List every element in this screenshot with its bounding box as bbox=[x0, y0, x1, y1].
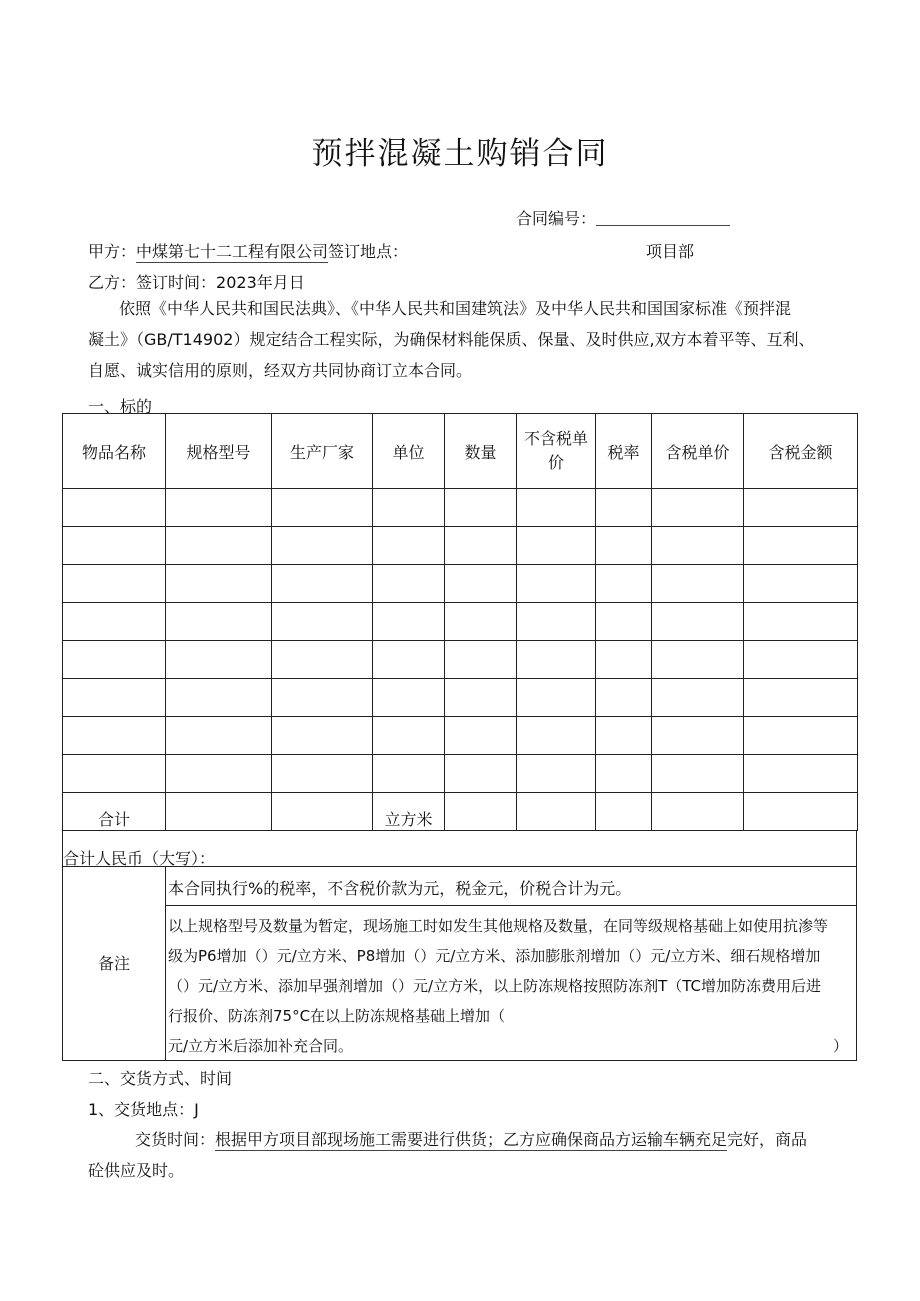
delivery-time-line-2: 砼供应及时。 bbox=[88, 1161, 185, 1180]
table-cell bbox=[652, 717, 744, 755]
table-cell bbox=[63, 679, 166, 717]
table-cell bbox=[652, 755, 744, 793]
sign-time-label: 签订时间： bbox=[136, 273, 217, 292]
table-cell bbox=[517, 679, 596, 717]
total-label: 合计 bbox=[63, 793, 166, 831]
table-cell bbox=[373, 717, 445, 755]
table-row bbox=[63, 641, 858, 679]
table-cell bbox=[652, 603, 744, 641]
table-cell bbox=[272, 641, 373, 679]
contract-number-label: 合同编号： bbox=[516, 209, 597, 228]
delivery-time-underlined: 根据甲方项目部现场施工需要进行供货；乙方应确保商品方运输车辆充足 bbox=[215, 1127, 727, 1151]
table-cell bbox=[744, 565, 858, 603]
notes-line-text: 行报价、防冻剂75°C在以上防冻规格基础上增加（ bbox=[168, 1007, 506, 1025]
table-cell bbox=[445, 755, 517, 793]
table-cell bbox=[744, 717, 858, 755]
table-row bbox=[63, 717, 858, 755]
section-1-heading: 一、标的 bbox=[88, 397, 153, 416]
table-cell bbox=[63, 755, 166, 793]
notes-line: 级为P6增加（）元/立方米、P8增加（）元/立方米、添加膨胀剂增加（）元/立方米、细石规格增加 bbox=[168, 947, 821, 965]
table-cell bbox=[445, 603, 517, 641]
sign-place-value: 项目部 bbox=[646, 242, 695, 261]
table-cell bbox=[596, 489, 652, 527]
table-cell bbox=[166, 527, 272, 565]
notes-line: 以上规格型号及数量为暂定，现场施工时如发生其他规格及数量，在同等级规格基础上如使用抗渗等 bbox=[168, 917, 829, 935]
party-b-label: 乙方： bbox=[88, 273, 137, 292]
table-cell bbox=[445, 641, 517, 679]
table-header-row bbox=[63, 414, 858, 489]
table-cell bbox=[744, 603, 858, 641]
notes-line: 元/立方米后添加补充合同。 bbox=[168, 1037, 354, 1055]
table-cell bbox=[166, 489, 272, 527]
table-cell bbox=[373, 603, 445, 641]
table-cell bbox=[744, 489, 858, 527]
delivery-place: 1、交货地点：J bbox=[88, 1100, 199, 1119]
table-cell bbox=[166, 755, 272, 793]
table-cell bbox=[517, 489, 596, 527]
table-cell bbox=[596, 679, 652, 717]
table-cell bbox=[445, 717, 517, 755]
party-a-label: 甲方： bbox=[88, 242, 137, 261]
rmb-total-row bbox=[62, 830, 857, 867]
table-cell bbox=[596, 717, 652, 755]
table-cell bbox=[63, 489, 166, 527]
table-cell bbox=[63, 641, 166, 679]
table-cell bbox=[517, 755, 596, 793]
table-cell bbox=[272, 565, 373, 603]
header-cell: 不含税单价 bbox=[517, 414, 596, 489]
table-cell bbox=[744, 793, 858, 831]
table-cell bbox=[445, 527, 517, 565]
table-cell bbox=[744, 755, 858, 793]
table-row bbox=[63, 527, 858, 565]
table-cell bbox=[445, 679, 517, 717]
contract-number-row bbox=[516, 206, 730, 229]
table-cell bbox=[744, 679, 858, 717]
table-cell bbox=[445, 793, 517, 831]
table-row bbox=[63, 679, 858, 717]
table-cell bbox=[517, 565, 596, 603]
table-cell bbox=[596, 755, 652, 793]
table-cell bbox=[596, 793, 652, 831]
table-cell bbox=[596, 603, 652, 641]
table-cell bbox=[517, 717, 596, 755]
total-unit: 立方米 bbox=[373, 793, 445, 831]
header-cell: 数量 bbox=[445, 414, 517, 489]
table-cell bbox=[517, 603, 596, 641]
table-cell bbox=[63, 565, 166, 603]
table-cell bbox=[373, 489, 445, 527]
notes-block bbox=[62, 867, 857, 1061]
section-2-heading: 二、交货方式、时间 bbox=[88, 1069, 233, 1088]
table-cell bbox=[596, 527, 652, 565]
table-cell bbox=[166, 717, 272, 755]
table-cell bbox=[63, 527, 166, 565]
table-cell bbox=[517, 527, 596, 565]
table-cell bbox=[166, 565, 272, 603]
table-cell bbox=[166, 793, 272, 831]
table-cell bbox=[373, 527, 445, 565]
table-cell bbox=[166, 641, 272, 679]
table-cell bbox=[596, 641, 652, 679]
delivery-time-rest: 完好，商品 bbox=[727, 1130, 808, 1149]
intro-line-3: 自愿、诚实信用的原则，经双方共同协商订立本合同。 bbox=[88, 361, 473, 380]
table-cell bbox=[272, 717, 373, 755]
party-a-name: 中煤第七十二工程有限公司 bbox=[136, 239, 328, 263]
header-cell: 单位 bbox=[373, 414, 445, 489]
table-cell bbox=[272, 679, 373, 717]
table-cell bbox=[166, 603, 272, 641]
table-cell bbox=[272, 755, 373, 793]
header-cell: 生产厂家 bbox=[272, 414, 373, 489]
header-cell: 物品名称 bbox=[63, 414, 166, 489]
page-title: 预拌混凝土购销合同 bbox=[311, 136, 609, 172]
sign-place-label: 签订地点： bbox=[328, 242, 409, 261]
notes-text bbox=[168, 911, 854, 1061]
table-cell bbox=[272, 793, 373, 831]
sign-time-value: 2023年月日 bbox=[216, 273, 305, 292]
table-row bbox=[63, 603, 858, 641]
rmb-total-label: 合计人民币（大写）： bbox=[63, 849, 216, 868]
table-cell bbox=[373, 755, 445, 793]
table-cell bbox=[652, 793, 744, 831]
table-cell bbox=[445, 489, 517, 527]
table-cell bbox=[445, 565, 517, 603]
table-cell bbox=[652, 641, 744, 679]
table-cell bbox=[596, 565, 652, 603]
notes-label: 备注 bbox=[63, 867, 166, 1060]
table-row bbox=[63, 489, 858, 527]
intro-paragraph bbox=[88, 293, 815, 386]
header-cell: 税率 bbox=[596, 414, 652, 489]
intro-line-1: 依照《中华人民共和国民法典》、《中华人民共和国建筑法》及中华人民共和国国家标准《预拌混 bbox=[119, 299, 792, 318]
table-total-row bbox=[63, 793, 858, 831]
intro-line-2: 凝土》（GB/T14902）规定结合工程实际，为确保材料能保质、保量、及时供应,双方本着平等、互利、 bbox=[88, 330, 815, 349]
table-cell bbox=[652, 489, 744, 527]
table-cell bbox=[517, 793, 596, 831]
table-cell bbox=[166, 679, 272, 717]
table-cell bbox=[744, 527, 858, 565]
party-b-row bbox=[88, 270, 305, 293]
table-cell bbox=[272, 527, 373, 565]
table-cell bbox=[744, 641, 858, 679]
table-cell bbox=[63, 717, 166, 755]
notes-line: （）元/立方米、添加早强剂增加（）元/立方米，以上防冻规格按照防冻剂T（TC增加防冻费用后进 bbox=[168, 977, 822, 995]
table-cell bbox=[517, 641, 596, 679]
items-table bbox=[62, 413, 858, 831]
table-cell bbox=[373, 565, 445, 603]
table-cell bbox=[652, 679, 744, 717]
table-cell bbox=[272, 603, 373, 641]
delivery-time-label: 交货时间： bbox=[135, 1130, 216, 1149]
table-cell bbox=[652, 565, 744, 603]
table-row bbox=[63, 565, 858, 603]
tax-rate-line: 本合同执行%的税率，不含税价款为元，税金元，价税合计为元。 bbox=[166, 867, 856, 906]
contract-number-blank bbox=[596, 211, 730, 226]
table-cell bbox=[373, 641, 445, 679]
table-cell bbox=[63, 603, 166, 641]
table-cell bbox=[373, 679, 445, 717]
party-a-row bbox=[88, 239, 408, 263]
header-cell: 含税金额 bbox=[744, 414, 858, 489]
header-cell: 规格型号 bbox=[166, 414, 272, 489]
notes-close-paren: ） bbox=[832, 1037, 848, 1055]
table-cell bbox=[652, 527, 744, 565]
header-cell: 含税单价 bbox=[652, 414, 744, 489]
table-row bbox=[63, 755, 858, 793]
delivery-time-line bbox=[135, 1127, 807, 1151]
table-cell bbox=[272, 489, 373, 527]
